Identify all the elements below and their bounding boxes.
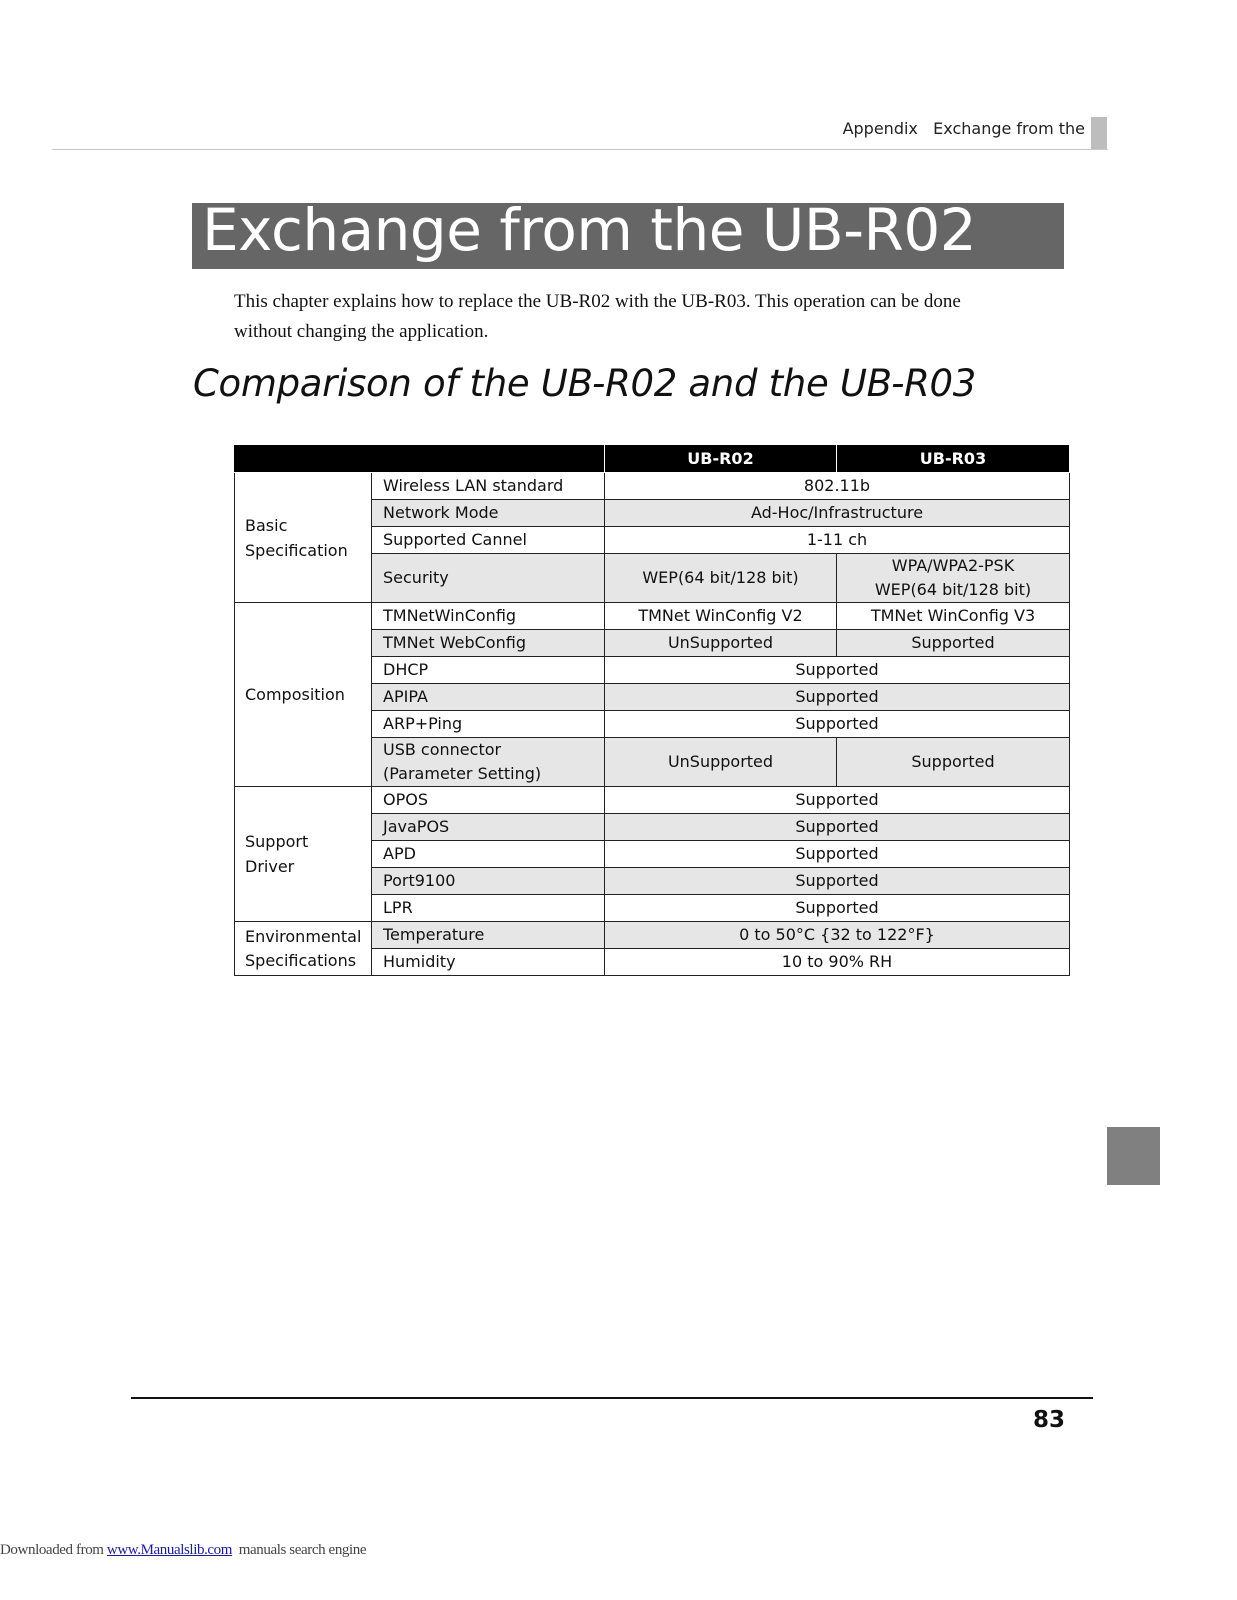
row-value-both: Supported bbox=[605, 814, 1070, 841]
row-item: TMNet WebConfig bbox=[372, 630, 605, 657]
header-ub-r02: UB-R02 bbox=[605, 445, 837, 473]
row-item: Temperature bbox=[372, 922, 605, 949]
row-value-both: Supported bbox=[605, 868, 1070, 895]
usb-item-line-1: USB connector bbox=[383, 740, 502, 759]
row-value-both: Supported bbox=[605, 787, 1070, 814]
env-label-line-1: Environmental bbox=[245, 926, 362, 946]
group-label-basic: Basic Specification bbox=[235, 473, 372, 603]
usb-item-line-2: (Parameter Setting) bbox=[383, 764, 542, 783]
row-value-r03 bbox=[837, 554, 1070, 603]
row-item bbox=[372, 738, 605, 787]
intro-line-1: This chapter explains how to replace the UB-R02 with the UB-R03. This operation can be done bbox=[234, 291, 961, 312]
table-row bbox=[235, 787, 1070, 814]
header-ub-r03: UB-R03 bbox=[837, 445, 1070, 473]
table-row bbox=[235, 603, 1070, 630]
header-blank-cell bbox=[235, 445, 605, 473]
thumb-index-tab bbox=[1107, 1127, 1160, 1185]
row-item: Wireless LAN standard bbox=[372, 473, 605, 500]
row-value-both: Supported bbox=[605, 684, 1070, 711]
chapter-title-bar bbox=[192, 196, 1064, 269]
header-rule bbox=[52, 149, 1108, 150]
row-item: APIPA bbox=[372, 684, 605, 711]
r03-security-line-1: WPA/WPA2-PSK bbox=[891, 556, 1015, 575]
row-value-both: Supported bbox=[605, 711, 1070, 738]
row-item: LPR bbox=[372, 895, 605, 922]
row-value-r02: TMNet WinConfig V2 bbox=[605, 603, 837, 630]
row-value-r02: WEP(64 bit/128 bit) bbox=[605, 554, 837, 603]
download-note bbox=[0, 1542, 366, 1559]
row-value-both: Supported bbox=[605, 841, 1070, 868]
manualslib-link[interactable]: www.Manualslib.com bbox=[106, 1542, 233, 1558]
download-suffix: manuals search engine bbox=[232, 1542, 367, 1558]
group-label-composition: Composition bbox=[235, 603, 372, 787]
row-value-both: 0 to 50°C {32 to 122°F} bbox=[605, 922, 1070, 949]
group-label-support-driver: Support Driver bbox=[235, 787, 372, 922]
running-head: Appendix Exchange from the bbox=[842, 119, 1085, 138]
row-item: ARP+Ping bbox=[372, 711, 605, 738]
row-value-r02: UnSupported bbox=[605, 630, 837, 657]
section-title: Comparison of the UB-R02 and the UB-R03 bbox=[193, 362, 977, 405]
table-header-row bbox=[235, 445, 1070, 473]
group-label-environmental bbox=[235, 922, 372, 976]
row-item: Supported Cannel bbox=[372, 527, 605, 554]
row-value-both: Ad-Hoc/Infrastructure bbox=[605, 500, 1070, 527]
row-value-r02: UnSupported bbox=[605, 738, 837, 787]
intro-line-2: without changing the application. bbox=[234, 321, 489, 342]
row-item: Network Mode bbox=[372, 500, 605, 527]
row-value-both: 10 to 90% RH bbox=[605, 949, 1070, 976]
row-item: Humidity bbox=[372, 949, 605, 976]
row-item: OPOS bbox=[372, 787, 605, 814]
chapter-title: Exchange from the UB-R02 bbox=[202, 196, 977, 264]
chapter-intro bbox=[234, 287, 1064, 347]
row-value-r03: Supported bbox=[837, 630, 1070, 657]
row-item: JavaPOS bbox=[372, 814, 605, 841]
row-value-both: Supported bbox=[605, 895, 1070, 922]
row-value-both: 802.11b bbox=[605, 473, 1070, 500]
row-value-both: 1-11 ch bbox=[605, 527, 1070, 554]
row-value-r03: TMNet WinConfig V3 bbox=[837, 603, 1070, 630]
row-value-r03: Supported bbox=[837, 738, 1070, 787]
env-label-line-2: Specifications bbox=[245, 950, 357, 970]
table-row bbox=[235, 922, 1070, 949]
comparison-table bbox=[234, 444, 1070, 976]
row-item: APD bbox=[372, 841, 605, 868]
header-tab-marker bbox=[1091, 117, 1107, 149]
row-item: Security bbox=[372, 554, 605, 603]
row-value-both: Supported bbox=[605, 657, 1070, 684]
row-item: Port9100 bbox=[372, 868, 605, 895]
download-prefix: Downloaded from bbox=[0, 1542, 107, 1558]
page-number: 83 bbox=[1032, 1407, 1065, 1433]
r03-security-line-2: WEP(64 bit/128 bit) bbox=[874, 580, 1032, 599]
footer-rule bbox=[131, 1397, 1093, 1399]
row-item: DHCP bbox=[372, 657, 605, 684]
row-item: TMNetWinConfig bbox=[372, 603, 605, 630]
table-row bbox=[235, 473, 1070, 500]
